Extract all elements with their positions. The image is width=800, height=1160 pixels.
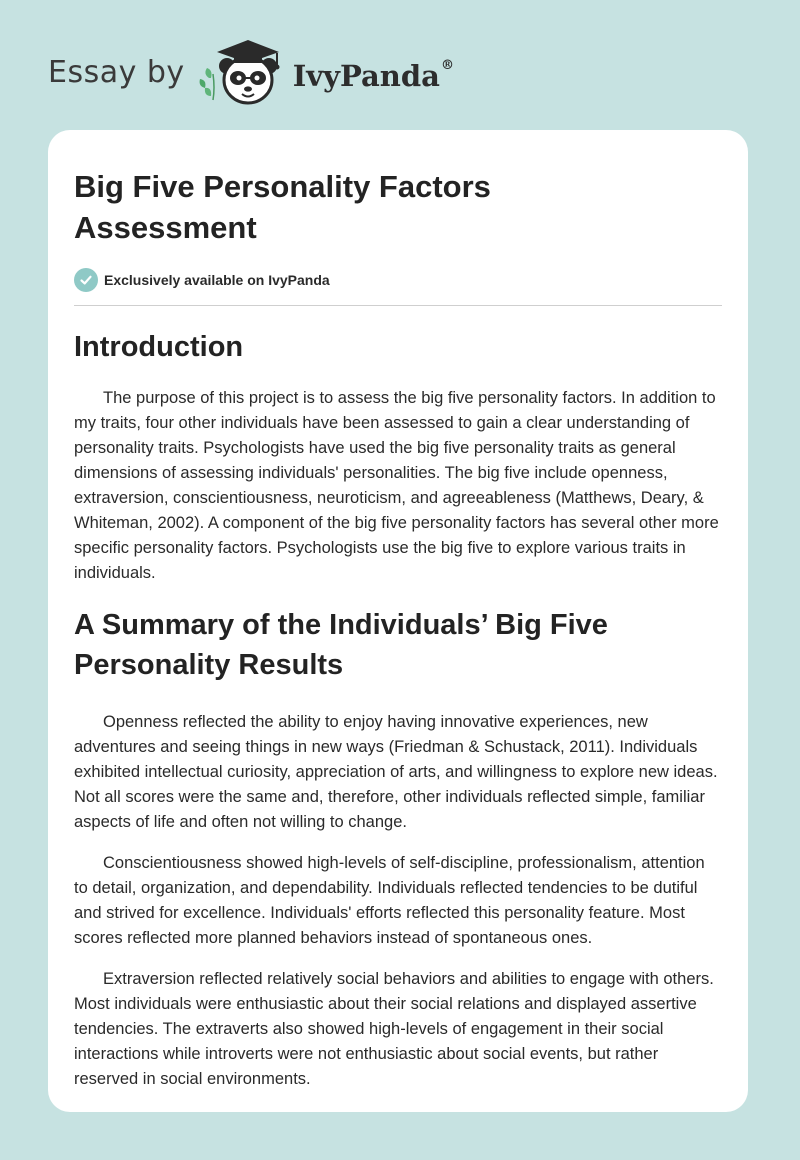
essay-by-label: Essay by	[48, 54, 185, 90]
section-heading-introduction: Introduction	[74, 331, 244, 363]
paragraph: Conscientiousness showed high-levels of self-discipline, professionalism, attention to detail, organization, and dependability. Individuals reflected tendencies to be dutiful and strived for excellence. Individuals' efforts reflected this personality feature. Most scores reflected more planned behaviors instead of spontaneous ones.	[74, 854, 705, 947]
check-circle-icon	[74, 268, 98, 292]
divider	[74, 305, 722, 306]
panda-logo-icon[interactable]	[197, 34, 293, 115]
brand-name[interactable]: IvyPanda®	[292, 58, 454, 93]
exclusive-badge	[74, 268, 722, 292]
badge-label: Exclusively available on IvyPanda	[104, 272, 330, 288]
paragraph: Extraversion reflected relatively social behaviors and abilities to engage with others. Most individuals were enthusiastic about their social relations and displayed assertive tendencies. The extraverts also showed high-levels of engagement in their social interactions while introverts were not enthusiastic about social events, but rather reserved in social environments.	[74, 970, 714, 1088]
paragraph: Openness reflected the ability to enjoy having innovative experiences, new adventures and seeing things in new ways (Friedman & Schustack, 2011). Individuals exhibited intellectual curiosity, appreciation of arts, and willingness to explore new ideas. Not all scores were the same and, therefore, other individuals reflected simple, familiar aspects of life and often not willing to change.	[74, 713, 718, 831]
section-heading-summary: A Summary of the Individuals’ Big Five Personality Results	[74, 609, 608, 681]
site-header	[48, 36, 568, 112]
page-title: Big Five Personality Factors Assessment	[74, 169, 491, 245]
registered-mark: ®	[440, 58, 454, 74]
paragraph: The purpose of this project is to assess the big five personality factors. In addition to my traits, four other individuals have been assessed to gain a clear understanding of personality traits. Psychologists have used the big five personality traits as general dimensions of assessing individuals' personalities. The big five include openness, extraversion, conscientiousness, neuroticism, and agreeableness (Matthews, Deary, & Whiteman, 2002). A component of the big five personality factors has several other more specific personality factors. Psychologists use the big five to explore various traits in individuals.	[74, 389, 719, 582]
essay-card	[48, 130, 748, 1112]
